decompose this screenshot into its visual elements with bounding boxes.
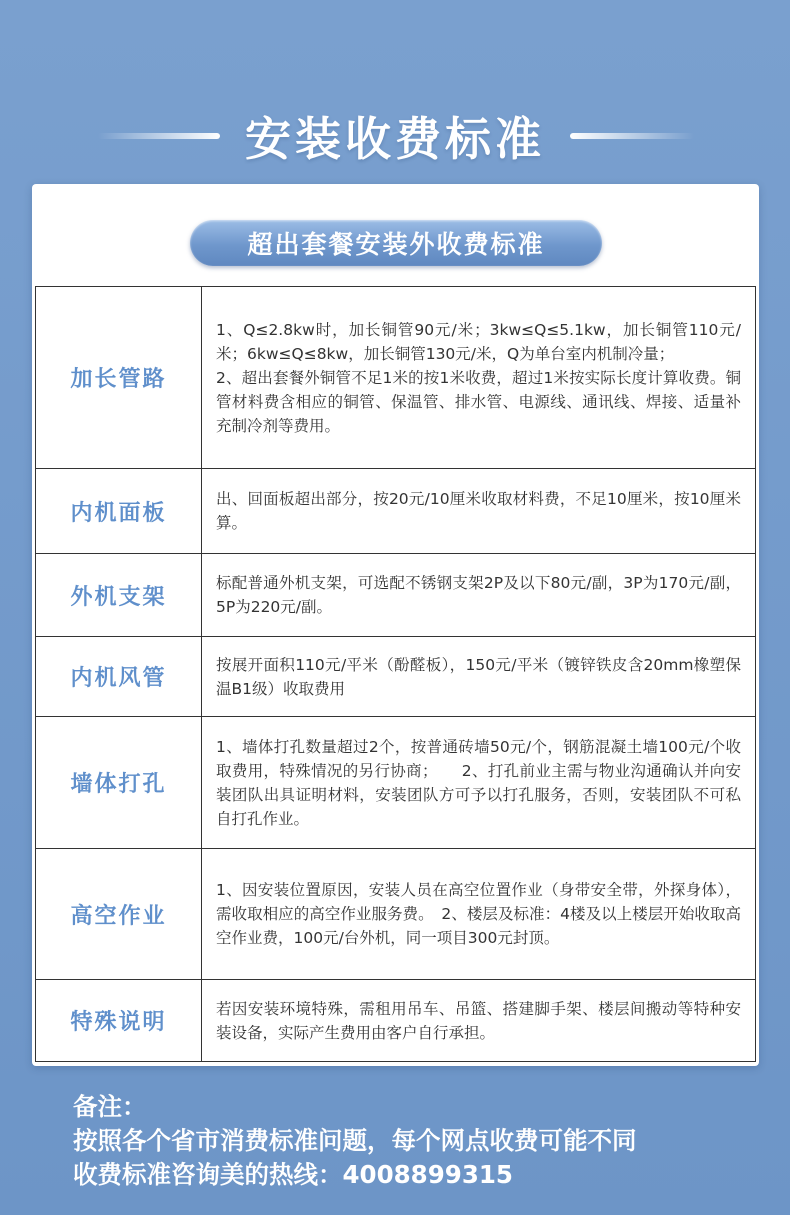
notes-section [73,1090,753,1192]
row-description-text: 1、墙体打孔数量超过2个，按普通砖墙50元/个，钢筋混凝土墙100元/个收取费用，特殊情况的另行协商； 2、打孔前业主需与物业沟通确认并向安装团队出具证明材料，安装团队方可予以打孔服务，否则，安装团队不可私自打孔作业。 [216,737,741,828]
table-row [36,554,756,637]
row-description [202,287,756,469]
row-description [202,637,756,717]
row-description [202,849,756,980]
row-description-text: 按展开面积110元/平米（酚醛板），150元/平米（镀锌铁皮含20mm橡塑保温B1级）收取费用 [216,655,741,698]
subtitle-badge [190,220,602,266]
table-row [36,717,756,849]
table-row [36,980,756,1062]
row-description [202,554,756,637]
title-decoration-right [570,133,694,139]
row-label: 特殊说明 [36,980,202,1062]
row-description-text: 1、Q≤2.8kw时，加长铜管90元/米；3kw≤Q≤5.1kw，加长铜管110元/米；6kw≤Q≤8kw，加长铜管130元/米，Q为单台室内机制冷量； 2、超出套餐外铜管不足1米的按1米收费，超过1米按实际长度计算收费。铜管材料费含相应的铜管、保温管、排水管、电源线、通讯线、焊接、适量补充制冷剂等费用。 [216,320,741,435]
row-description [202,469,756,554]
title-decoration-left [98,133,220,139]
notes-heading: 备注： [73,1092,147,1121]
row-description-text: 1、因安装位置原因，安装人员在高空位置作业（身带安全带，外探身体），需收取相应的高空作业服务费。 2、楼层及标准：4楼及以上楼层开始收取高空作业费，100元/台外机，同一项目300元封顶。 [216,881,741,947]
subtitle-text: 超出套餐安装外收费标准 [247,230,545,259]
row-label: 高空作业 [36,849,202,980]
row-description-text: 标配普通外机支架，可选配不锈钢支架2P及以下80元/副，3P为170元/副，5P为220元/副。 [216,574,741,616]
fee-card [32,184,759,1066]
row-label: 内机面板 [36,469,202,554]
row-label: 内机风管 [36,637,202,717]
row-label: 墙体打孔 [36,717,202,849]
notes-line: 按照各个省市消费标准问题，每个网点收费可能不同 [73,1126,637,1155]
table-row [36,849,756,980]
notes-hotline: 收费标准咨询美的热线：4008899315 [73,1160,513,1189]
table-row [36,469,756,554]
table-row [36,637,756,717]
row-description-text: 出、回面板超出部分，按20元/10厘米收取材料费，不足10厘米，按10厘米算。 [216,490,741,532]
fee-table [35,286,756,1062]
row-description-text: 若因安装环境特殊，需租用吊车、吊篮、搭建脚手架、楼层间搬动等特种安装设备，实际产生费用由客户自行承担。 [216,999,741,1042]
page-title: 安装收费标准 [245,112,545,166]
row-description [202,980,756,1062]
row-description [202,717,756,849]
row-label: 外机支架 [36,554,202,637]
row-label: 加长管路 [36,287,202,469]
title-banner [0,96,790,176]
table-row [36,287,756,469]
